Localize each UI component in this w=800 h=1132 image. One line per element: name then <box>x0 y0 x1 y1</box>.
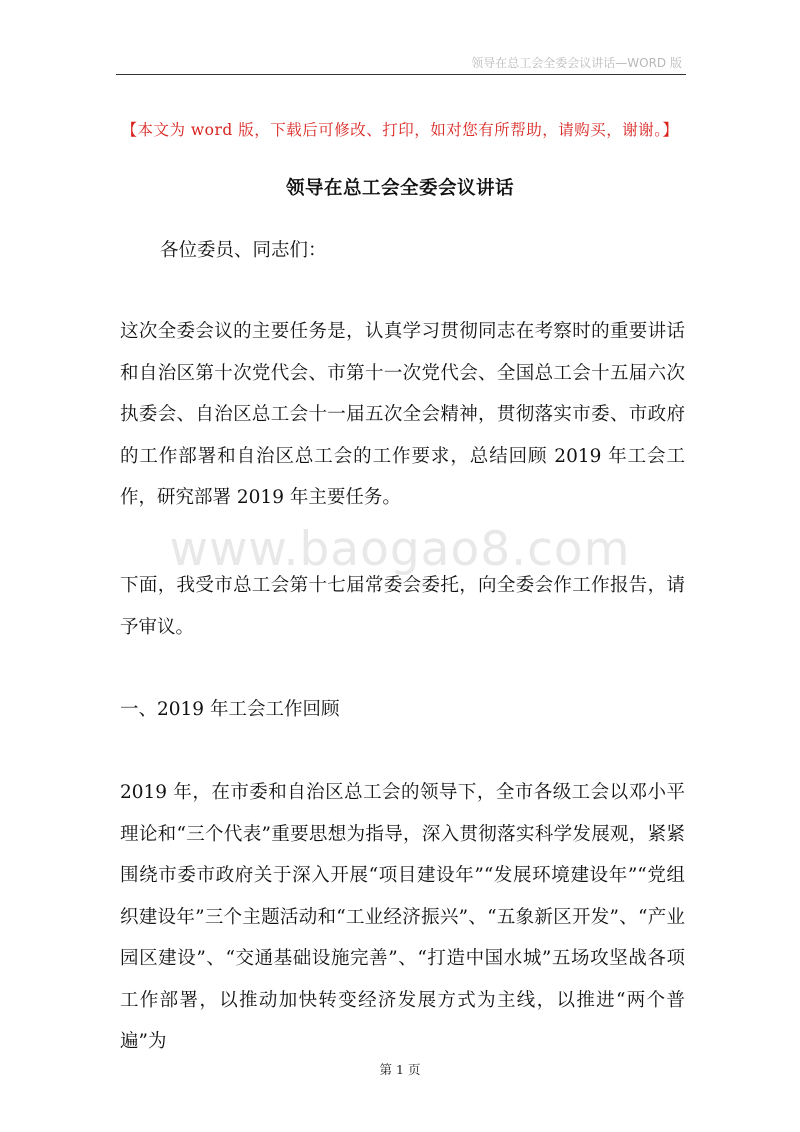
paragraph-report: 下面，我受市总工会第十七届常委会委托，向全委会作工作报告，请予审议。 <box>120 575 685 638</box>
header-divider <box>116 74 686 75</box>
section-heading: 一、2019 年工会工作回顾 <box>120 699 340 720</box>
paragraph-intro: 这次全委会议的主要任务是，认真学习贯彻同志在考察时的重要讲话和自治区第十次党代会、市第十一次党代会、全国总工会十五届六次执委会、自治区总工会十一届五次全会精神，贯彻落实市委、市政府的工作部署和自治区总工会的工作要求，总结回顾 2019 年工会工作，研究部署 2019 年主要任务。 <box>120 321 685 508</box>
purchase-notice: 【本文为 word 版，下载后可修改、打印，如对您有所帮助，请购买，谢谢。】 <box>121 121 679 139</box>
greeting: 各位委员、同志们： <box>160 240 327 261</box>
document-title: 领导在总工会全委会议讲话 <box>285 178 514 199</box>
paragraph-review: 2019 年，在市委和自治区总工会的领导下，全市各级工会以邓小平理论和“三个代表”重要思想为指导，深入贯彻落实科学发展观，紧紧围绕市委市政府关于深入开展“项目建设年”“发展环境建设年”“党组织建设年”三个主题活动和“工业经济振兴”、“五象新区开发”、“产业园区建设”、“交通基础设施完善”、“打造中国水城”五场攻坚战各项工作部署，以推动加快转变经济发展方式为主线，以推进“两个普遍”为 <box>120 782 685 1052</box>
page-number: 第 1 页 <box>379 1062 421 1077</box>
running-header: 领导在总工会全委会议讲话—WORD 版 <box>471 56 682 70</box>
watermark: www.baogao8.com <box>169 522 631 577</box>
